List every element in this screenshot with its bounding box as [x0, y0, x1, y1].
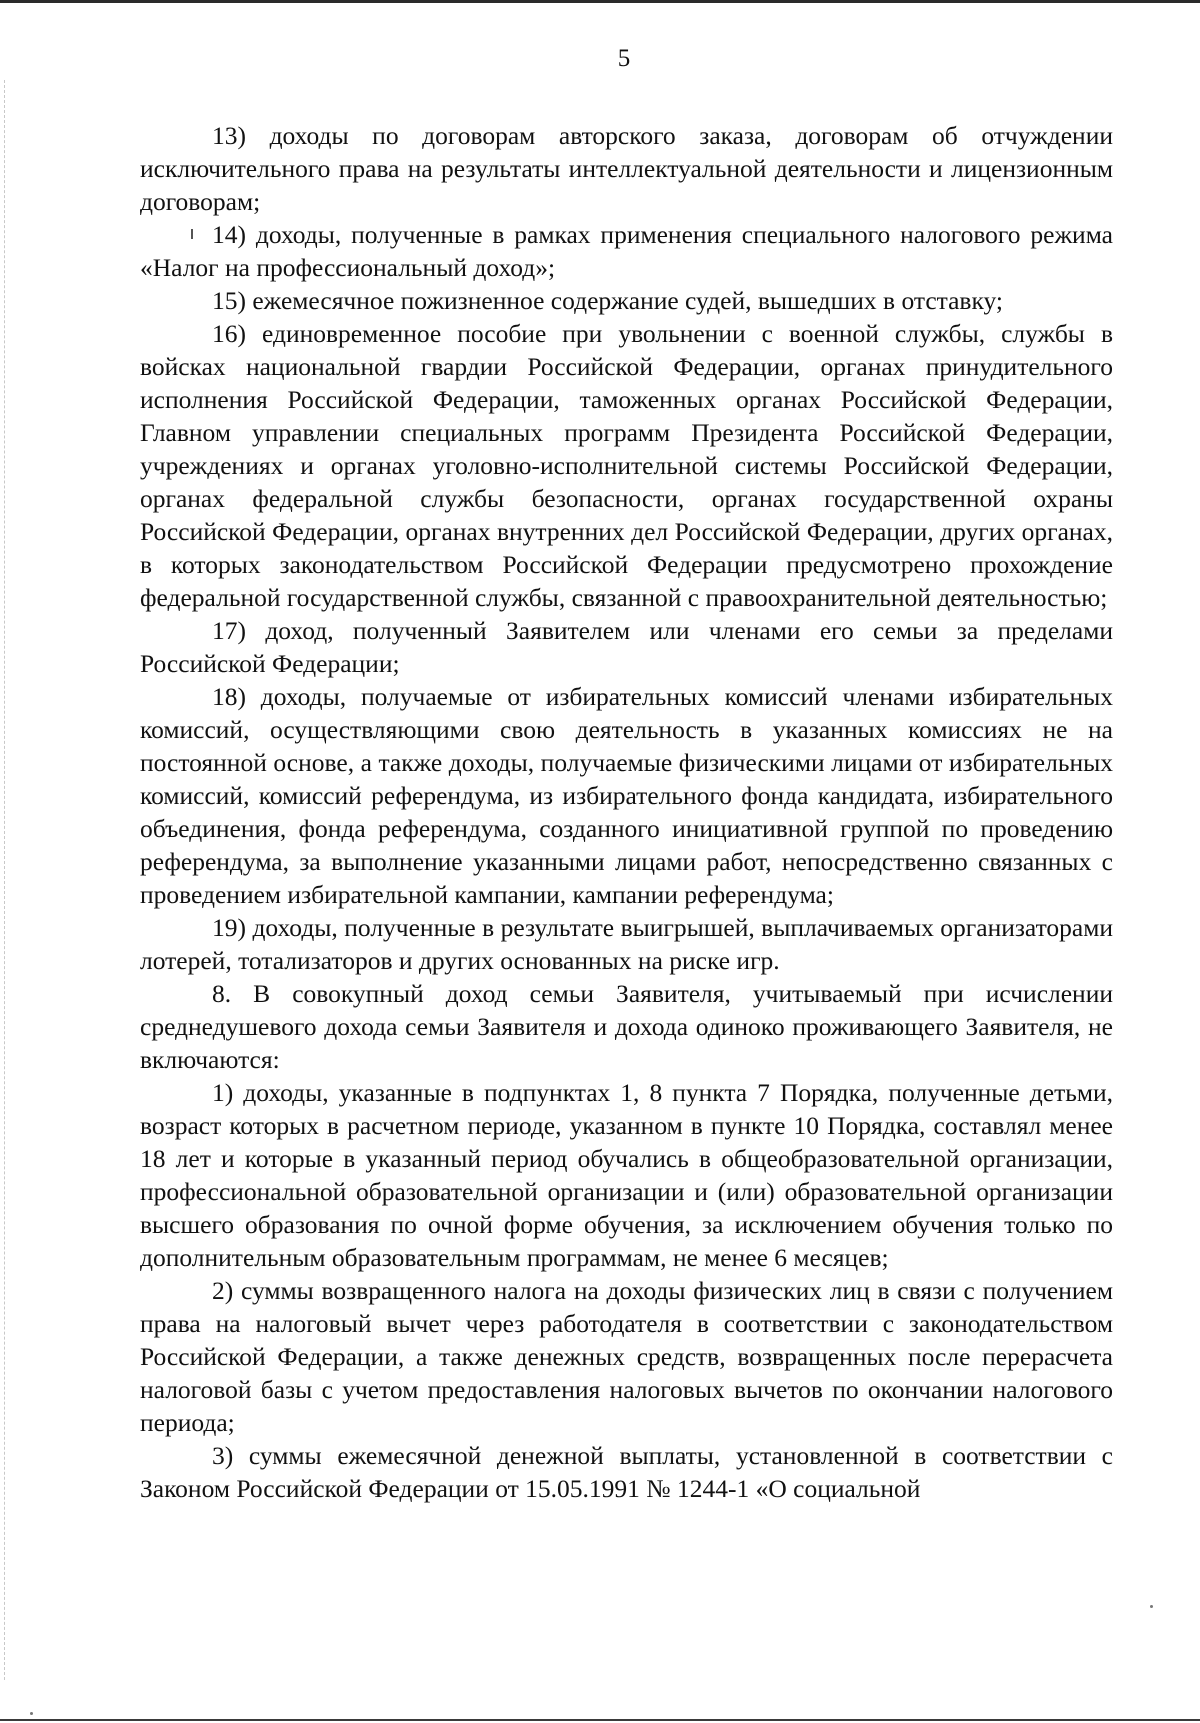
scan-bottom-edge	[0, 1719, 1200, 1721]
paragraph-item-13: 13) доходы по договорам авторского заказа, договорам об отчуждении исключительного права на результаты интеллектуальной деятельности и лицензионным договорам;	[140, 121, 1113, 216]
paragraph-item-19: 19) доходы, полученные в результате выигрышей, выплачиваемых организаторами лотерей, тотализаторов и других основанных на риске игр.	[140, 913, 1113, 975]
paragraph-item-14: 14) доходы, полученные в рамках применения специального налогового режима «Налог на профессиональный доход»;	[140, 220, 1113, 282]
paragraph-item-18: 18) доходы, получаемые от избирательных комиссий членами избирательных комиссий, осуществляющими свою деятельность в указанных комиссиях не на постоянной основе, а также доходы, получаемые физическими лицами от избирательных комиссий, комиссий референдума, из избирательного фонда кандидата, избирательного объединения, фонда референдума, созданного инициативной группой по проведению референдума, за выполнение указанными лицами работ, непосредственно связанных с проведением избирательной кампании, кампании референдума;	[140, 682, 1113, 909]
scan-top-edge	[0, 0, 1200, 3]
scan-artifact-dot	[1150, 1605, 1153, 1608]
paragraph-subitem-3: 3) суммы ежемесячной денежной выплаты, установленной в соответствии с Законом Российской Федерации от 15.05.1991 № 1244-1 «О социальной	[140, 1441, 1113, 1503]
paragraph-item-17: 17) доход, полученный Заявителем или членами его семьи за пределами Российской Федерации;	[140, 616, 1113, 678]
paragraph-subitem-1: 1) доходы, указанные в подпунктах 1, 8 пункта 7 Порядка, полученные детьми, возраст которых в расчетном периоде, указанном в пункте 10 Порядка, составлял менее 18 лет и которые в указанный период обучались в общеобразовательной организации, профессиональной образовательной организации и (или) образовательной организации высшего образования по очной форме обучения, за исключением обучения только по дополнительным образовательным программам, не менее 6 месяцев;	[140, 1078, 1113, 1272]
paragraph-item-15: 15) ежемесячное пожизненное содержание судей, вышедших в отставку;	[212, 286, 1003, 315]
document-body	[140, 119, 1113, 1505]
paragraph-item-16: 16) единовременное пособие при увольнении с военной службы, службы в войсках национальной гвардии Российской Федерации, органах принудительного исполнения Российской Федерации, таможенных органах Российской Федерации, Главном управлении специальных программ Президента Российской Федерации, учреждениях и органах уголовно-исполнительной системы Российской Федерации, органах федеральной службы безопасности, органах государственной охраны Российской Федерации, органах внутренних дел Российской Федерации, других органах, в которых законодательством Российской Федерации предусмотрено прохождение федеральной государственной службы, связанной с правоохранительной деятельностью;	[140, 319, 1113, 612]
page-number: 5	[617, 45, 631, 72]
paragraph-section-8: 8. В совокупный доход семьи Заявителя, учитываемый при исчислении среднедушевого дохода семьи Заявителя и дохода одиноко проживающего Заявителя, не включаются:	[140, 979, 1113, 1074]
scan-artifact-dot	[30, 1712, 33, 1715]
scan-left-edge	[4, 80, 6, 1680]
paragraph-subitem-2: 2) суммы возвращенного налога на доходы физических лиц в связи с получением права на налоговый вычет через работодателя в соответствии с законодательством Российской Федерации, а также денежных средств, возвращенных после перерасчета налоговой базы с учетом предоставления налоговых вычетов по окончании налогового периода;	[140, 1276, 1113, 1437]
